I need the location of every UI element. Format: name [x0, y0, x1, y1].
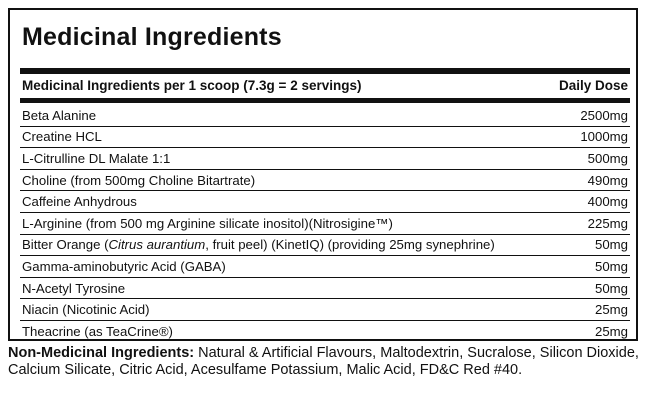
ingredient-dose: 50mg [595, 280, 628, 296]
ingredient-name-part: Creatine HCL [22, 129, 102, 145]
ingredient-dose: 2500mg [580, 107, 628, 123]
ingredient-dose: 50mg [595, 258, 628, 274]
ingredient-dose: 225mg [587, 215, 628, 231]
table-row [20, 148, 630, 170]
ingredient-name [22, 281, 125, 296]
ingredient-name [22, 194, 137, 209]
ingredient-name [22, 259, 226, 274]
ingredient-name [22, 151, 170, 166]
non-medicinal-label: Non-Medicinal Ingredients: [8, 345, 195, 361]
panel-title: Medicinal Ingredients [22, 23, 282, 51]
ingredient-name-part: Gamma-aminobutyric Acid (GABA) [22, 258, 226, 274]
table-row [20, 127, 630, 149]
header-daily-dose-label: Daily Dose [558, 77, 628, 93]
ingredient-dose: 25mg [595, 324, 628, 340]
table-row [20, 299, 630, 321]
ingredient-name-part: L-Arginine (from 500 mg Arginine silicate inositol)(Nitrosigine™) [22, 215, 393, 231]
ingredient-name [22, 324, 173, 339]
ingredient-name [22, 302, 150, 317]
ingredient-name-part: Choline (from 500mg Choline Bitartrate) [22, 172, 256, 188]
ingredient-dose: 50mg [595, 237, 628, 253]
ingredient-name [22, 173, 255, 188]
non-medicinal-ingredients [8, 345, 640, 378]
ingredient-name-part: Beta Alanine [22, 107, 97, 123]
header-ingredients-label: Medicinal Ingredients per 1 scoop (7.3g = 2 servings) [22, 77, 362, 93]
ingredient-name [22, 216, 393, 231]
table-row [20, 170, 630, 192]
ingredients-panel [8, 8, 638, 341]
ingredient-name-part: Bitter Orange ( [22, 237, 109, 253]
ingredient-name-part: N-Acetyl Tyrosine [22, 280, 126, 296]
ingredient-dose: 500mg [587, 150, 628, 166]
table-row [20, 235, 630, 257]
ingredient-table [20, 105, 630, 343]
ingredient-dose: 490mg [587, 172, 628, 188]
ingredient-name [22, 129, 102, 144]
table-row [20, 278, 630, 300]
header-divider [20, 98, 630, 103]
table-row [20, 191, 630, 213]
ingredient-name-part: L-Citrulline DL Malate 1:1 [22, 150, 171, 166]
table-row [20, 105, 630, 127]
table-row [20, 321, 630, 343]
ingredient-name-part: , fruit peel) (KinetIQ) (providing 25mg synephrine) [205, 237, 495, 253]
table-row [20, 256, 630, 278]
ingredient-name-part: Theacrine (as TeaCrine®) [22, 324, 173, 340]
ingredient-name-part: Niacin (Nicotinic Acid) [22, 302, 150, 318]
ingredient-name-italic: Citrus aurantium [108, 237, 206, 253]
ingredient-dose: 25mg [595, 302, 628, 318]
table-header [22, 74, 628, 96]
non-medicinal-text: Natural & Artificial Flavours, Maltodextrin, Sucralose, Silicon Dioxide, Calcium Silicate, Citric Acid, Acesulfame Potassium, Malic Acid, FD&C Red #40. [8, 345, 639, 378]
ingredient-name-part: Caffeine Anhydrous [22, 194, 137, 210]
table-row [20, 213, 630, 235]
ingredient-dose: 1000mg [580, 129, 628, 145]
ingredient-name [22, 108, 96, 123]
ingredient-dose: 400mg [587, 194, 628, 210]
ingredient-name [22, 237, 495, 252]
